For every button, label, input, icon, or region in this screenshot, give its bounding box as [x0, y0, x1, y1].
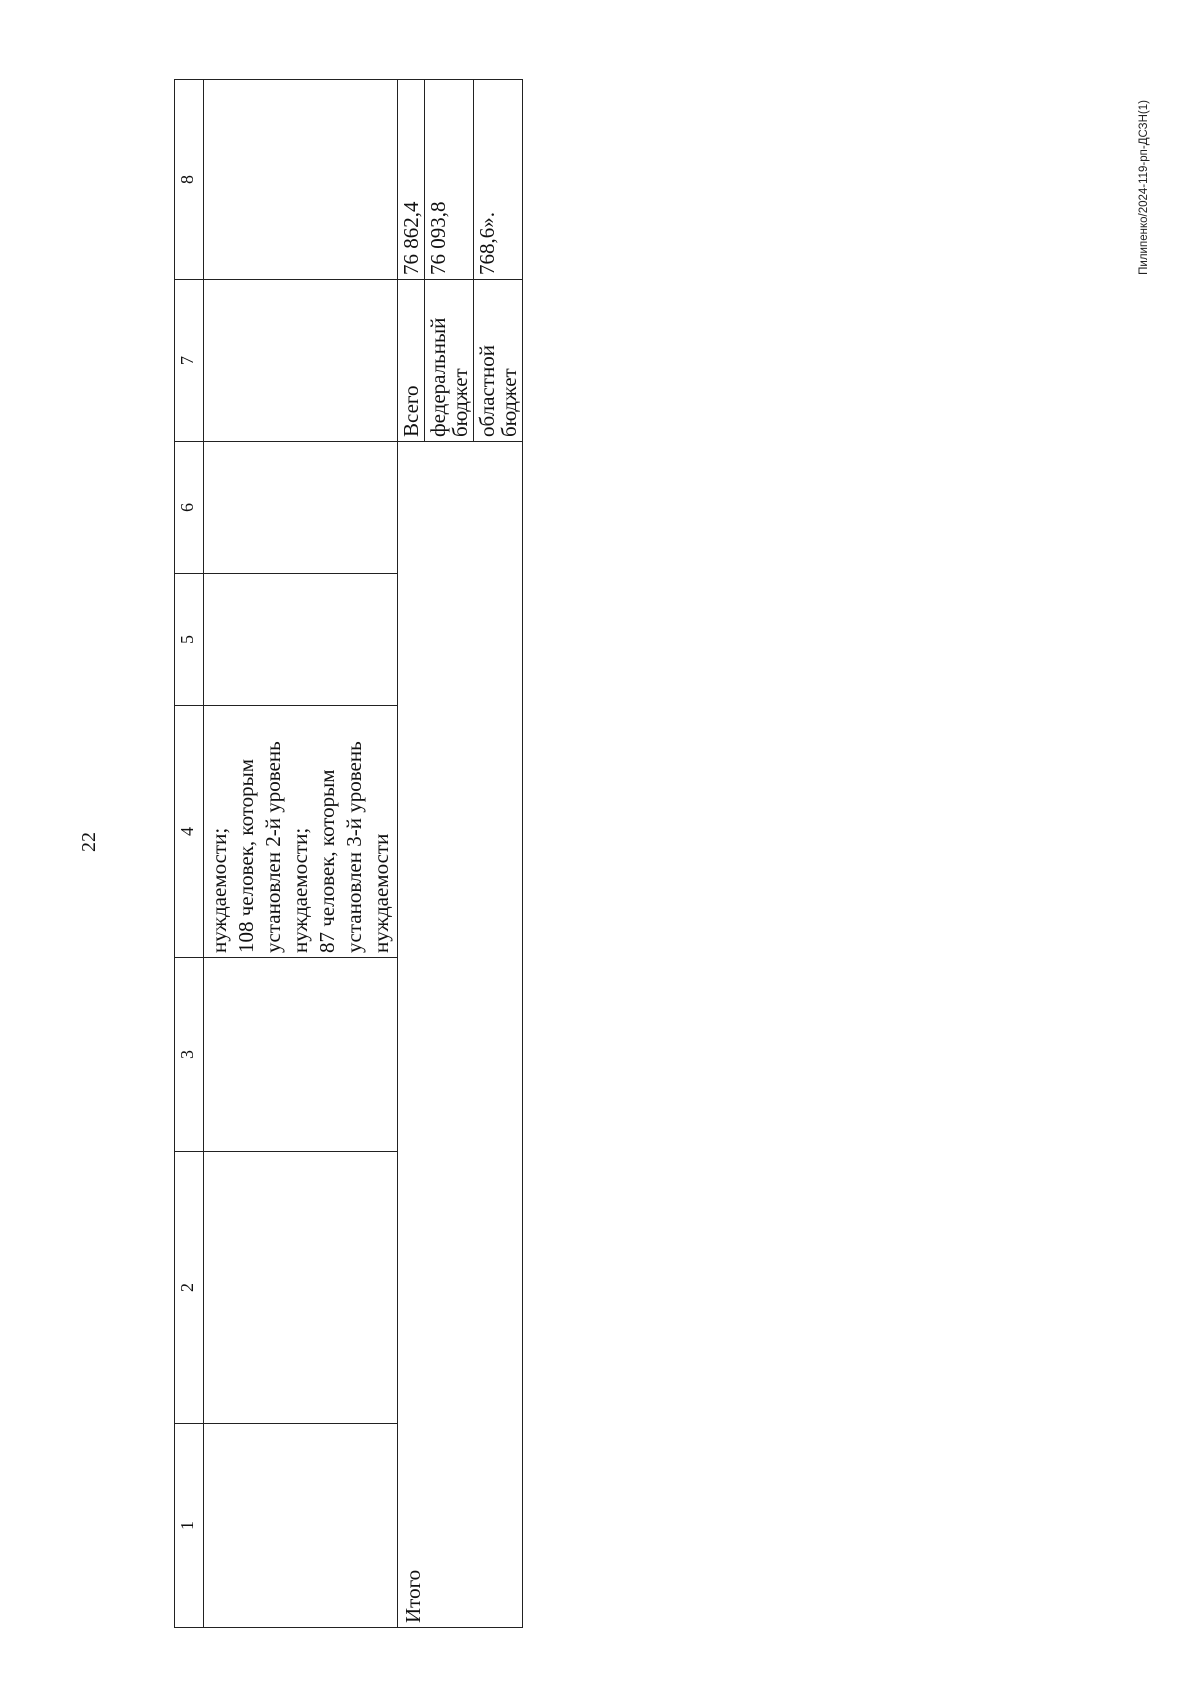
total-label: Итого — [398, 442, 523, 1628]
cell-col5 — [204, 574, 398, 706]
col-header-7: 7 — [175, 280, 204, 442]
col-header-2: 2 — [175, 1152, 204, 1424]
total-row-all — [398, 80, 425, 1628]
page-number: 22 — [78, 832, 100, 852]
cell-col4-recipients: нуждаемости; 108 человек, которым установлен 2-й уровень нуждаемости; 87 человек, которым установлен 3-й уровень нуждаемости — [204, 706, 398, 958]
cell-col2 — [204, 1152, 398, 1424]
footer-document-code: Пилипенко/2024-119-рп-ДСЗН(1) — [1138, 100, 1150, 275]
total-source-label: Всего — [398, 280, 425, 442]
table-header-row — [175, 80, 204, 1628]
regional-amount: 768,6». — [474, 80, 523, 280]
col-header-1: 1 — [175, 1424, 204, 1628]
cell-col8 — [204, 80, 398, 280]
col-header-6: 6 — [175, 442, 204, 574]
federal-amount: 76 093,8 — [425, 80, 474, 280]
col-header-4: 4 — [175, 706, 204, 958]
cell-col3 — [204, 958, 398, 1152]
regional-source-label: областной бюджет — [474, 280, 523, 442]
federal-source-label: федеральный бюджет — [425, 280, 474, 442]
cell-col7 — [204, 280, 398, 442]
cell-col6 — [204, 442, 398, 574]
total-amount: 76 862,4 — [398, 80, 425, 280]
col-header-3: 3 — [175, 958, 204, 1152]
budget-table — [174, 79, 523, 1628]
table-row — [204, 80, 398, 1628]
col-header-8: 8 — [175, 80, 204, 280]
cell-col1 — [204, 1424, 398, 1628]
col-header-5: 5 — [175, 574, 204, 706]
